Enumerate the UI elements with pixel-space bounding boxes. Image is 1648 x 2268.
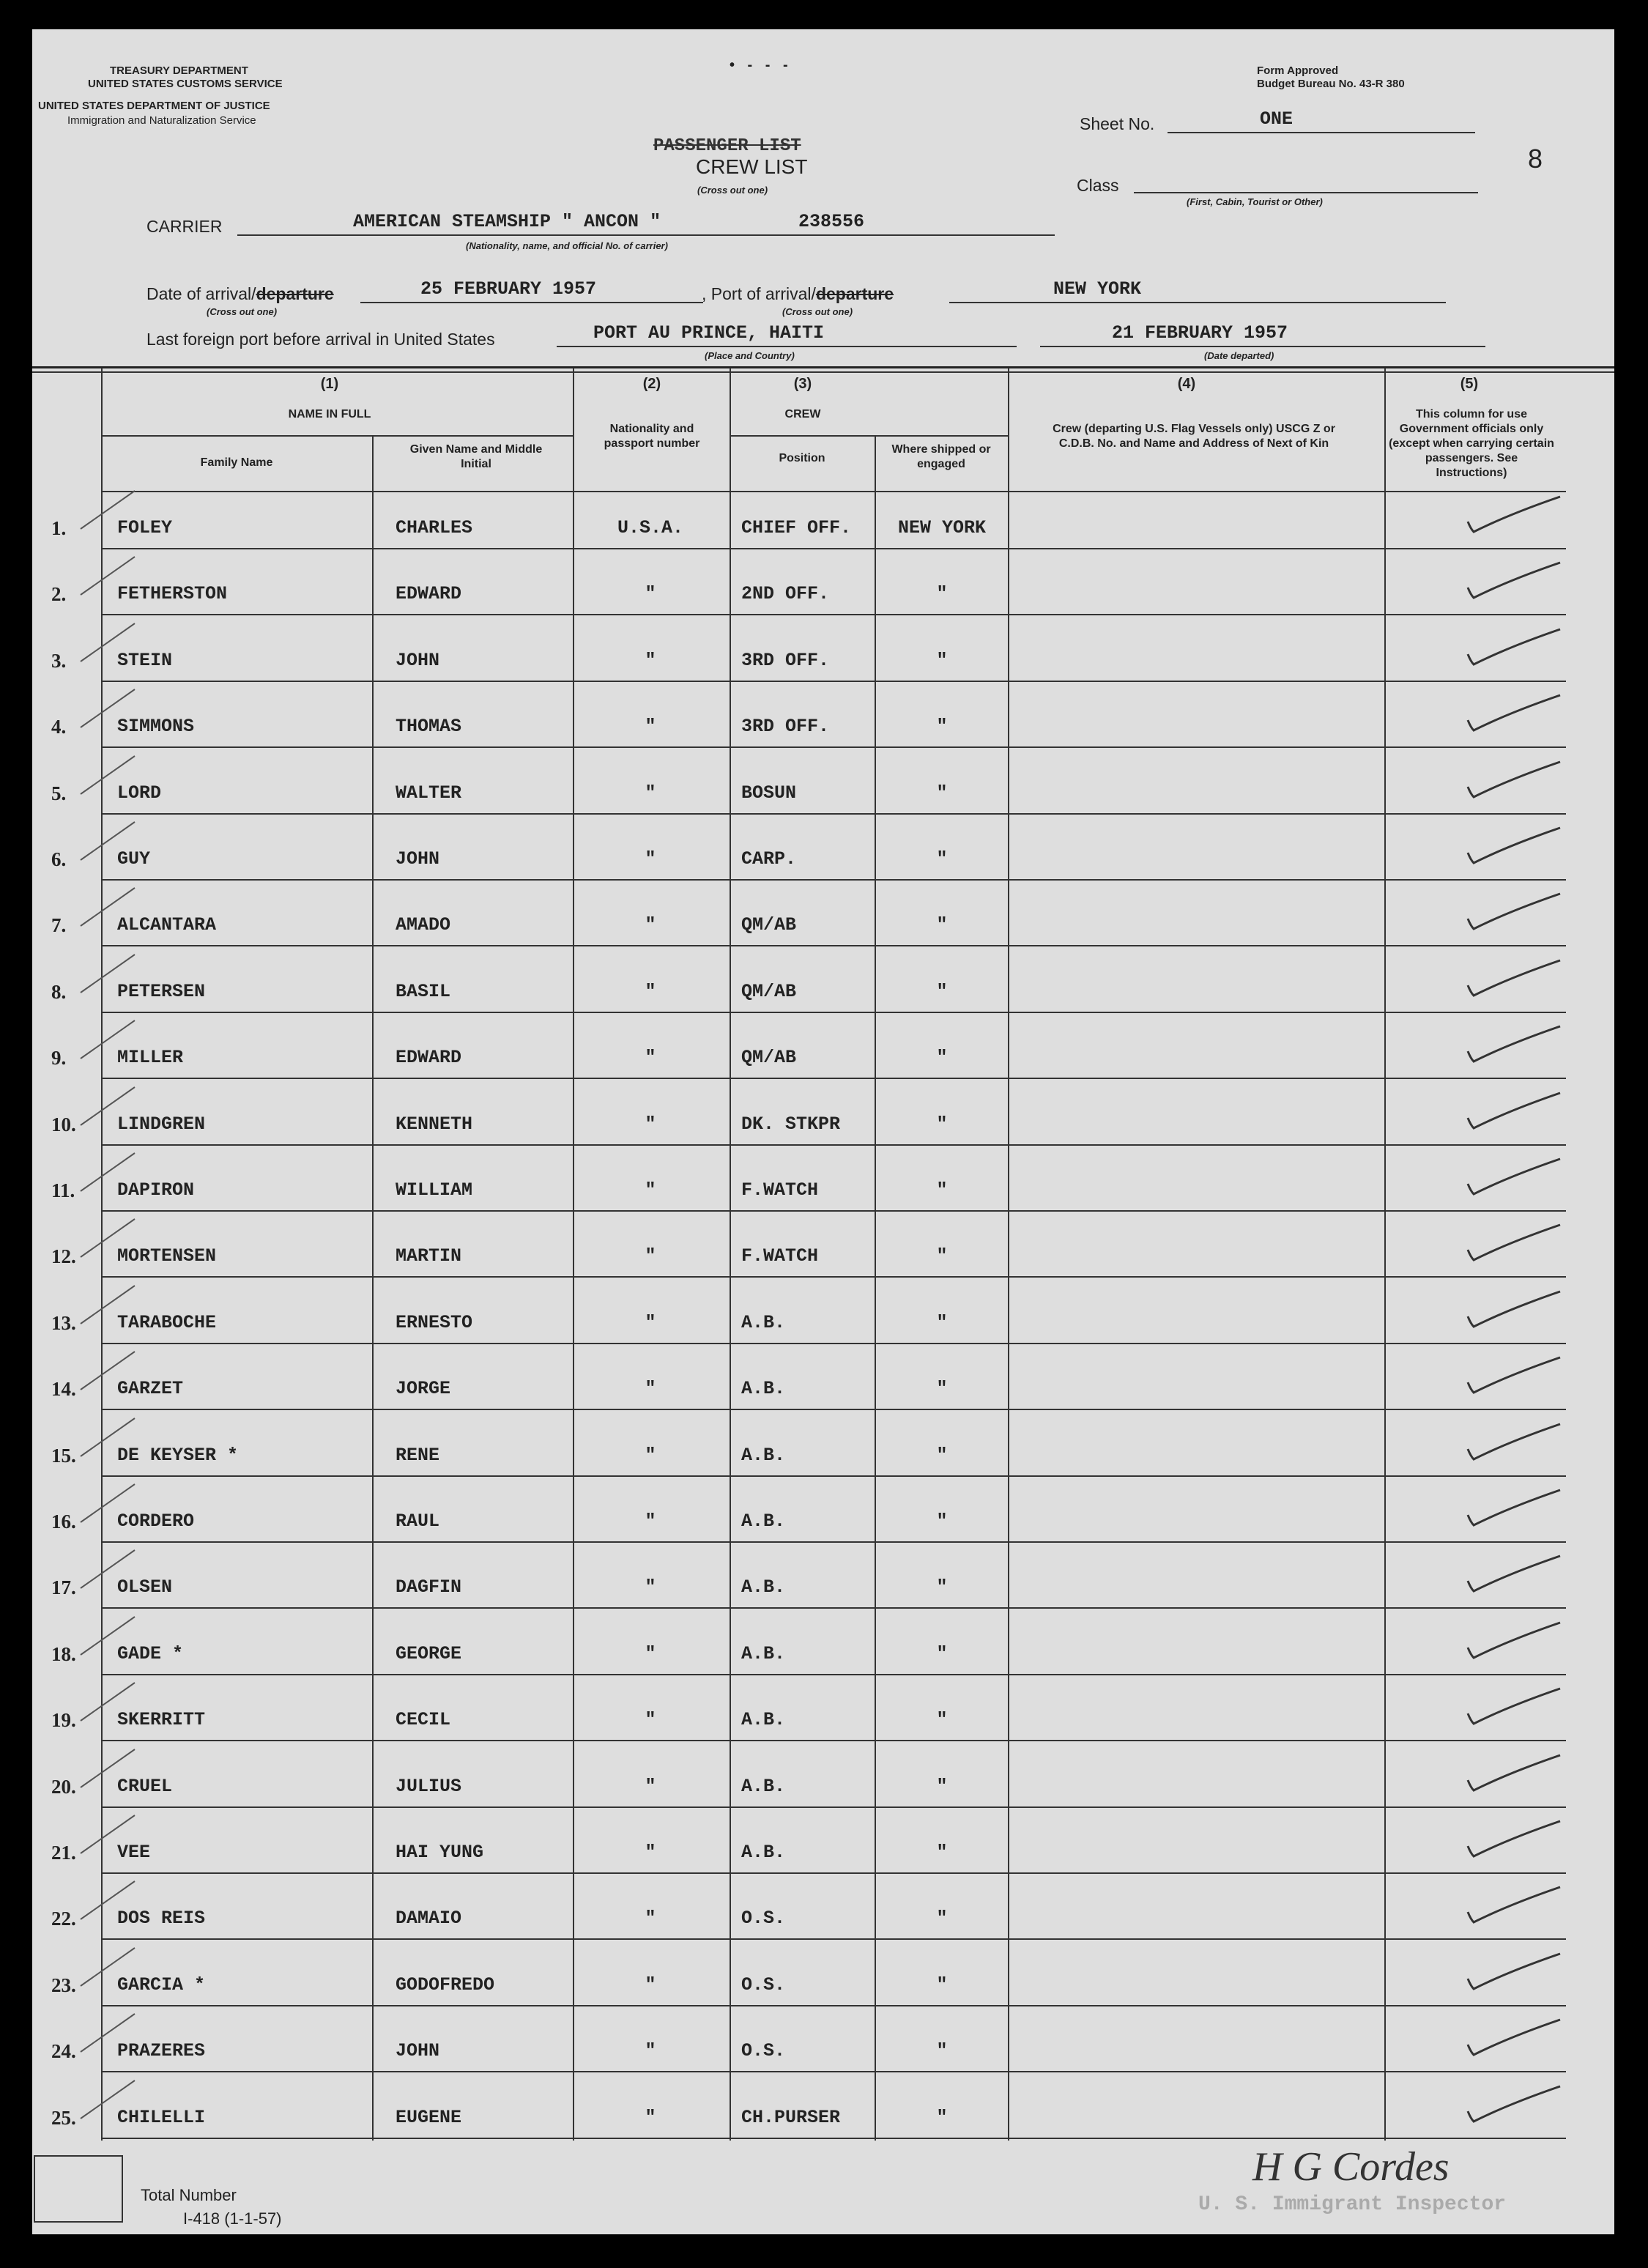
given-name: JORGE	[396, 1378, 451, 1399]
given-name: WALTER	[396, 782, 462, 804]
tally-tick-icon	[76, 1746, 142, 1790]
total-number-box	[34, 2155, 123, 2223]
where-shipped: "	[936, 1643, 948, 1664]
row-number: 25.	[51, 2107, 76, 2129]
last-port-value: PORT AU PRINCE, HAITI	[593, 322, 825, 344]
tally-tick-icon	[76, 554, 142, 598]
where-shipped: "	[936, 1445, 948, 1466]
col1-number: (1)	[320, 376, 339, 392]
given-name: HAI YUNG	[396, 1842, 484, 1863]
nationality: "	[645, 716, 656, 737]
row-rule	[101, 1210, 1566, 1212]
tally-tick-icon	[76, 488, 142, 532]
nationality: "	[645, 1445, 656, 1466]
nationality: "	[645, 914, 656, 935]
family-name: FOLEY	[117, 517, 173, 538]
nationality: "	[645, 1179, 656, 1201]
row-number: 18.	[51, 1643, 76, 1665]
position: A.B.	[741, 1842, 786, 1863]
where-shipped: "	[936, 650, 948, 671]
row-number: 19.	[51, 1709, 76, 1731]
where-shipped: "	[936, 1245, 948, 1267]
row-number: 13.	[51, 1312, 76, 1334]
given-name: CHARLES	[396, 517, 473, 538]
row-number: 2.	[51, 583, 67, 605]
inspector-signature: H G Cordes	[1252, 2144, 1450, 2190]
position: A.B.	[741, 1709, 786, 1730]
family-name: STEIN	[117, 650, 173, 671]
position: A.B.	[741, 1643, 786, 1664]
nationality: "	[645, 1908, 656, 1929]
given-name: GODOFREDO	[396, 1974, 495, 1995]
tally-tick-icon	[76, 1680, 142, 1724]
row-rule	[101, 1012, 1566, 1013]
nationality: "	[645, 782, 656, 804]
given-name: AMADO	[396, 914, 451, 935]
given-name: GEORGE	[396, 1643, 462, 1664]
tally-tick-icon	[76, 1150, 142, 1194]
tally-tick-icon	[76, 753, 142, 797]
position: F.WATCH	[741, 1179, 819, 1201]
position: A.B.	[741, 1576, 786, 1598]
position: CARP.	[741, 848, 797, 870]
row-rule	[101, 1144, 1566, 1146]
date-cross-note: (Cross out one)	[207, 306, 278, 317]
row-number: 4.	[51, 716, 67, 738]
class-note: (First, Cabin, Tourist or Other)	[1187, 196, 1323, 207]
family-name: MILLER	[117, 1047, 184, 1068]
position: CHIEF OFF.	[741, 517, 852, 538]
row-number: 20.	[51, 1776, 76, 1798]
check-mark-icon	[1458, 1022, 1567, 1066]
check-mark-icon	[1458, 558, 1567, 602]
family-name: CORDERO	[117, 1511, 195, 1532]
nationality: "	[645, 1113, 656, 1135]
family-name: SKERRITT	[117, 1709, 206, 1730]
tally-tick-icon	[76, 1216, 142, 1260]
row-number: 10.	[51, 1113, 76, 1135]
row-rule	[101, 945, 1566, 946]
check-mark-icon	[1458, 1420, 1567, 1464]
where-shipped: "	[936, 583, 948, 604]
last-port-date-value: 21 FEBRUARY 1957	[1112, 322, 1288, 344]
nationality: "	[645, 1245, 656, 1267]
where-shipped: "	[936, 1776, 948, 1797]
where-shipped: "	[936, 1576, 948, 1598]
given-name: JOHN	[396, 848, 440, 870]
check-mark-icon	[1458, 1751, 1567, 1795]
where-shipped: "	[936, 1179, 948, 1201]
given-name: BASIL	[396, 981, 451, 1002]
row-rule	[101, 1872, 1566, 1874]
last-port-label: Last foreign port before arrival in United States	[146, 330, 495, 349]
carrier-label: CARRIER	[146, 217, 223, 236]
row-number: 8.	[51, 981, 67, 1003]
position: A.B.	[741, 1445, 786, 1466]
position: A.B.	[741, 1776, 786, 1797]
tally-tick-icon	[76, 620, 142, 664]
check-mark-icon	[1458, 1220, 1567, 1264]
nationality: "	[645, 1709, 656, 1730]
port-arrival-value: NEW YORK	[1053, 278, 1142, 300]
form-id: I-418 (1-1-57)	[183, 2209, 282, 2228]
row-rule	[101, 1475, 1566, 1477]
row-rule	[101, 879, 1566, 881]
col1-title: NAME IN FULL	[288, 408, 371, 420]
nationality: "	[645, 1974, 656, 1995]
check-mark-icon	[1458, 1618, 1567, 1662]
family-name: TARABOCHE	[117, 1312, 217, 1333]
tally-tick-icon	[76, 952, 142, 996]
nationality: "	[645, 1643, 656, 1664]
row-number: 23.	[51, 1974, 76, 1996]
tally-tick-icon	[76, 885, 142, 929]
check-mark-icon	[1458, 1486, 1567, 1530]
agency-line-3: UNITED STATES DEPARTMENT OF JUSTICE	[38, 100, 270, 112]
col4-title: Crew (departing U.S. Flag Vessels only) USCG Z or C.D.B. No. and Name and Address of Next of Kin	[1053, 423, 1335, 450]
row-number: 16.	[51, 1511, 76, 1533]
family-name: OLSEN	[117, 1576, 173, 1598]
tally-tick-icon	[76, 1349, 142, 1393]
nationality: "	[645, 1312, 656, 1333]
row-number: 12.	[51, 1245, 76, 1267]
page-number: 8	[1528, 144, 1543, 174]
family-name: CRUEL	[117, 1776, 173, 1797]
tally-tick-icon	[76, 1878, 142, 1922]
col1a-title: Family Name	[200, 456, 273, 469]
row-rule	[101, 2071, 1566, 2072]
tally-tick-icon	[76, 1283, 142, 1327]
check-mark-icon	[1458, 2015, 1567, 2059]
given-name: WILLIAM	[396, 1179, 473, 1201]
given-name: ERNESTO	[396, 1312, 473, 1333]
nationality: "	[645, 583, 656, 604]
col3a-title: Position	[779, 452, 825, 464]
given-name: EDWARD	[396, 583, 462, 604]
row-number: 14.	[51, 1378, 76, 1400]
check-mark-icon	[1458, 1684, 1567, 1728]
where-shipped: "	[936, 2040, 948, 2061]
check-mark-icon	[1458, 691, 1567, 735]
date-arrival-label: Date of arrival/departure	[146, 284, 334, 303]
col2-title: Nationality and passport number	[604, 423, 700, 450]
position: 2ND OFF.	[741, 583, 830, 604]
col3b-title: Where shipped or engaged	[891, 443, 991, 470]
row-rule	[101, 1409, 1566, 1410]
check-mark-icon	[1458, 1817, 1567, 1861]
row-rule	[101, 2138, 1566, 2139]
row-number: 7.	[51, 914, 67, 936]
col1b-title: Given Name and Middle Initial	[409, 443, 543, 470]
where-shipped: "	[936, 2107, 948, 2128]
tally-tick-icon	[76, 1547, 142, 1591]
date-arrival-value: 25 FEBRUARY 1957	[420, 278, 597, 300]
row-rule	[101, 1541, 1566, 1543]
tally-tick-icon	[76, 686, 142, 730]
row-number: 11.	[51, 1179, 75, 1201]
where-shipped: "	[936, 1974, 948, 1995]
check-mark-icon	[1458, 2082, 1567, 2126]
position: O.S.	[741, 1908, 786, 1929]
tally-tick-icon	[76, 1084, 142, 1128]
position: DK. STKPR	[741, 1113, 841, 1135]
position: O.S.	[741, 1974, 786, 1995]
given-name: MARTIN	[396, 1245, 462, 1267]
where-shipped: "	[936, 1908, 948, 1929]
row-rule	[101, 1276, 1566, 1278]
where-shipped: NEW YORK	[897, 517, 987, 538]
nationality: "	[645, 981, 656, 1002]
row-number: 15.	[51, 1445, 76, 1467]
carrier-value: AMERICAN STEAMSHIP " ANCON "	[353, 211, 661, 232]
check-mark-icon	[1458, 625, 1567, 669]
where-shipped: "	[936, 848, 948, 870]
tally-tick-icon	[76, 1614, 142, 1658]
port-cross-note: (Cross out one)	[782, 306, 853, 317]
family-name: ALCANTARA	[117, 914, 217, 935]
row-number: 1.	[51, 517, 67, 539]
row-rule	[101, 614, 1566, 615]
title-crossed: PASSENGER LIST	[653, 136, 801, 156]
sheet-value: ONE	[1260, 108, 1293, 130]
row-number: 24.	[51, 2040, 76, 2062]
given-name: CECIL	[396, 1709, 451, 1730]
tally-tick-icon	[76, 1945, 142, 1989]
tally-tick-icon	[76, 1018, 142, 1061]
check-mark-icon	[1458, 1089, 1567, 1133]
family-name: PRAZERES	[117, 2040, 206, 2061]
check-mark-icon	[1458, 823, 1567, 867]
col3-number: (3)	[793, 376, 812, 392]
given-name: DAGFIN	[396, 1576, 462, 1598]
family-name: FETHERSTON	[117, 583, 228, 604]
where-shipped: "	[936, 782, 948, 804]
row-rule	[101, 1607, 1566, 1609]
agency-line-1: TREASURY DEPARTMENT	[110, 64, 248, 77]
budget-bureau: Budget Bureau No. 43-R 380	[1257, 78, 1405, 90]
agency-line-4: Immigration and Naturalization Service	[67, 114, 256, 127]
where-shipped: "	[936, 1312, 948, 1333]
row-rule	[101, 1343, 1566, 1344]
family-name: GARCIA *	[117, 1974, 206, 1995]
nationality: "	[645, 2040, 656, 2061]
row-rule	[101, 548, 1566, 549]
given-name: JOHN	[396, 650, 440, 671]
where-shipped: "	[936, 914, 948, 935]
where-shipped: "	[936, 1047, 948, 1068]
family-name: GADE *	[117, 1643, 184, 1664]
form-approved: Form Approved	[1257, 64, 1339, 77]
position: 3RD OFF.	[741, 716, 830, 737]
last-port-date-note: (Date departed)	[1204, 350, 1274, 361]
family-name: VEE	[117, 1842, 151, 1863]
row-rule	[101, 681, 1566, 682]
nationality: "	[645, 1047, 656, 1068]
row-number: 6.	[51, 848, 67, 870]
row-number: 17.	[51, 1576, 76, 1598]
tally-tick-icon	[76, 819, 142, 863]
position: A.B.	[741, 1511, 786, 1532]
position: QM/AB	[741, 914, 797, 935]
given-name: RENE	[396, 1445, 440, 1466]
position: QM/AB	[741, 1047, 797, 1068]
row-number: 9.	[51, 1047, 67, 1069]
given-name: RAUL	[396, 1511, 440, 1532]
given-name: DAMAIO	[396, 1908, 462, 1929]
row-number: 22.	[51, 1908, 76, 1930]
row-rule	[101, 1806, 1566, 1808]
row-number: 21.	[51, 1842, 76, 1864]
tally-tick-icon	[76, 2011, 142, 2055]
position: QM/AB	[741, 981, 797, 1002]
nationality: "	[645, 1842, 656, 1863]
check-mark-icon	[1458, 1287, 1567, 1331]
where-shipped: "	[936, 1709, 948, 1730]
check-mark-icon	[1458, 1353, 1567, 1397]
nationality: "	[645, 1378, 656, 1399]
row-rule	[101, 1740, 1566, 1741]
row-rule	[101, 2005, 1566, 2006]
row-rule	[101, 1938, 1566, 1940]
row-number: 3.	[51, 650, 67, 672]
sheet-label: Sheet No.	[1080, 114, 1155, 133]
class-label: Class	[1077, 176, 1119, 195]
tally-tick-icon	[76, 1481, 142, 1525]
col4-number: (4)	[1177, 376, 1196, 392]
check-mark-icon	[1458, 1552, 1567, 1596]
where-shipped: "	[936, 1842, 948, 1863]
punch-marks: • - - -	[730, 57, 793, 73]
position: A.B.	[741, 1378, 786, 1399]
nationality: "	[645, 1576, 656, 1598]
position: BOSUN	[741, 782, 797, 804]
title-note: (Cross out one)	[697, 185, 768, 196]
port-arrival-label: , Port of arrival/departure	[702, 284, 894, 303]
last-port-place-note: (Place and Country)	[705, 350, 795, 361]
family-name: GUY	[117, 848, 151, 870]
check-mark-icon	[1458, 1883, 1567, 1927]
carrier-official-no: 238556	[798, 211, 865, 232]
col2-number: (2)	[642, 376, 661, 392]
position: F.WATCH	[741, 1245, 819, 1267]
given-name: EDWARD	[396, 1047, 462, 1068]
nationality: "	[645, 848, 656, 870]
row-rule	[101, 1078, 1566, 1079]
nationality: U.S.A.	[617, 517, 683, 538]
row-rule	[101, 813, 1566, 815]
nationality: "	[645, 1511, 656, 1532]
carrier-note: (Nationality, name, and official No. of carrier)	[466, 240, 668, 251]
family-name: MORTENSEN	[117, 1245, 217, 1267]
family-name: DAPIRON	[117, 1179, 195, 1201]
check-mark-icon	[1458, 492, 1567, 536]
check-mark-icon	[1458, 889, 1567, 933]
col5-title: This column for use Government officials only (except when carrying certain passengers. See Instructions)	[1389, 408, 1554, 479]
position: CH.PURSER	[741, 2107, 841, 2128]
family-name: SIMMONS	[117, 716, 195, 737]
where-shipped: "	[936, 1511, 948, 1532]
inspector-stamp: U. S. Immigrant Inspector	[1198, 2193, 1507, 2216]
tally-tick-icon	[76, 2078, 142, 2121]
agency-line-2: UNITED STATES CUSTOMS SERVICE	[88, 78, 283, 90]
family-name: CHILELLI	[117, 2107, 206, 2128]
family-name: GARZET	[117, 1378, 184, 1399]
tally-tick-icon	[76, 1812, 142, 1856]
family-name: PETERSEN	[117, 981, 206, 1002]
col3-title: CREW	[784, 408, 821, 420]
where-shipped: "	[936, 981, 948, 1002]
position: O.S.	[741, 2040, 786, 2061]
where-shipped: "	[936, 1378, 948, 1399]
row-rule	[101, 1674, 1566, 1675]
total-number-label: Total Number	[141, 2186, 237, 2204]
check-mark-icon	[1458, 1949, 1567, 1993]
col5-number: (5)	[1460, 376, 1479, 392]
check-mark-icon	[1458, 757, 1567, 801]
row-number: 5.	[51, 782, 67, 804]
nationality: "	[645, 1776, 656, 1797]
given-name: JOHN	[396, 2040, 440, 2061]
family-name: DOS REIS	[117, 1908, 206, 1929]
title-main: CREW LIST	[696, 155, 808, 178]
family-name: DE KEYSER *	[117, 1445, 239, 1466]
nationality: "	[645, 650, 656, 671]
where-shipped: "	[936, 1113, 948, 1135]
position: 3RD OFF.	[741, 650, 830, 671]
given-name: THOMAS	[396, 716, 462, 737]
position: A.B.	[741, 1312, 786, 1333]
family-name: LORD	[117, 782, 162, 804]
row-rule	[101, 746, 1566, 748]
given-name: EUGENE	[396, 2107, 462, 2128]
where-shipped: "	[936, 716, 948, 737]
tally-tick-icon	[76, 1415, 142, 1459]
check-mark-icon	[1458, 1155, 1567, 1198]
check-mark-icon	[1458, 956, 1567, 1000]
given-name: KENNETH	[396, 1113, 473, 1135]
nationality: "	[645, 2107, 656, 2128]
family-name: LINDGREN	[117, 1113, 206, 1135]
given-name: JULIUS	[396, 1776, 462, 1797]
